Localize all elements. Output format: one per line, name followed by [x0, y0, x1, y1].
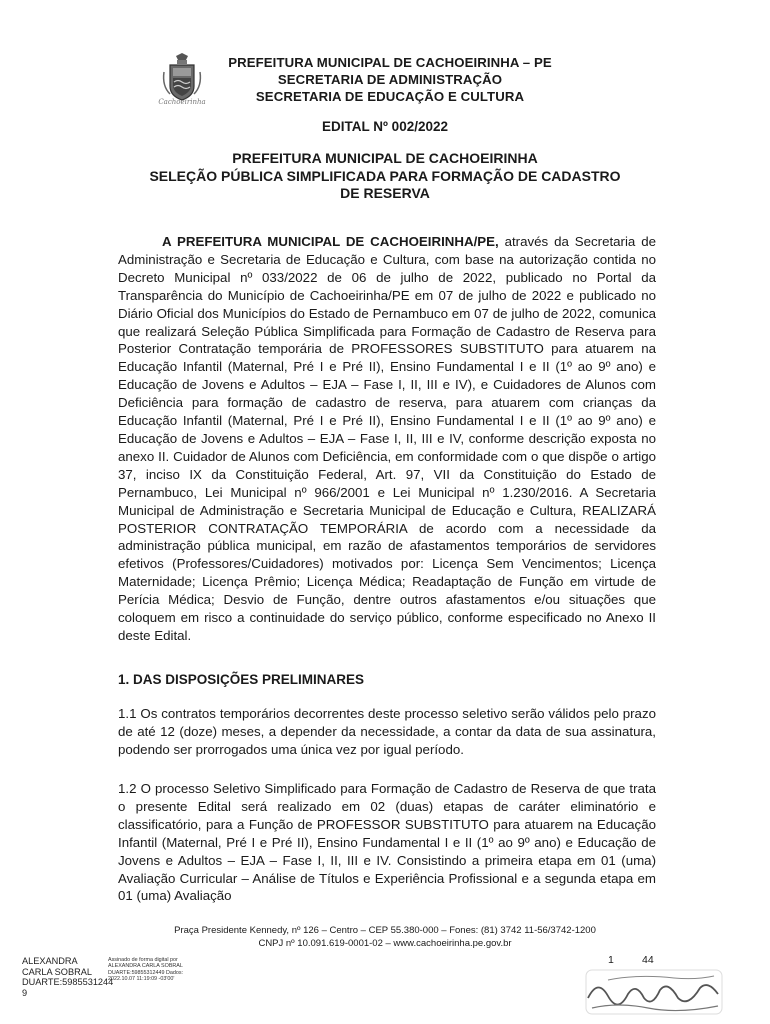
edital-number: EDITAL Nº 002/2022 [322, 119, 448, 134]
heading-line-1: PREFEITURA MUNICIPAL DE CACHOEIRINHA [232, 150, 538, 166]
crest-caption: Cachoeirinha [158, 98, 206, 106]
letterhead [200, 54, 580, 105]
footer-cnpj-line: CNPJ nº 10.091.619-0001-02 – www.cachoeirinha.pe.gov.br [258, 938, 512, 949]
handwritten-signature-icon [578, 968, 728, 1022]
digital-signature-details: Assinado de forma digital por ALEXANDRA CARLA SOBRAL DUARTE:59855312449 Dados: 2022.10.07 11:19:09 -03'00' [108, 957, 184, 983]
footer-address [0, 924, 770, 950]
page-total: 44 [642, 954, 654, 966]
footer-address-line: Praça Presidente Kennedy, nº 126 – Centro – CEP 55.380-000 – Fones: (81) 3742 11-56/3742-1200 [174, 925, 596, 936]
letterhead-line-3: SECRETARIA DE EDUCAÇÃO E CULTURA [255, 89, 525, 104]
clause-1-2: 1.2 O processo Seletivo Simplificado para Formação de Cadastro de Reserva de que trata o presente Edital será realizado em 02 (duas) etapas de caráter eliminatório e classificatório, para a Função de PROFESSOR SUBSTITUTO para atuarem na Educação Infantil (Maternal, Pré I e Pré II), Ensino Fundamental I e II (1º ao 9º ano) e Educação de Jovens e Adultos – EJA – Fase I, II, III e IV. Consistindo a primeira etapa em 01 (uma) Avaliação Curricular – Análise de Títulos e Experiência Profissional e a segunda etapa em 01 (uma) Avaliação [118, 781, 656, 904]
intro-text: através da Secretaria de Administração e Secretaria de Educação e Cultura, com base na autorização contida no Decreto Municipal nº 033/2022 de 06 de julho de 2022, publicado no Portal da Transparência do Município de Cachoeirinha/PE em 07 de julho de 2022 e publicado no Diário Oficial dos Municípios do Estado de Pernambuco em 07 de julho de 2022, comunica que realizará Seleção Pública Simplificada para Formação de Cadastro de Reserva para Posterior Contratação temporária de PROFESSORES SUBSTITUTO para atuarem na Educação Infantil (Maternal, Pré I e Pré II), Ensino Fundamental I e II (1º ao 9º ano) e Educação de Jovens e Adultos – EJA – Fase I, II, III e IV), e Cuidadores de Alunos com Deficiência para formação de cadastro de reserva, para atuarem com crianças da Educação Infantil (Maternal, Pré I e Pré II), Ensino Fundamental I e II (1º ao 9º ano) e Educação de Jovens e Adultos – EJA – Fase I, II, III e IV, conforme descrição exposta no anexo II. Cuidador de Alunos com Deficiência, em conformidade com o que dispõe o artigo 37, inciso IX da Constituição Federal, Art. 97, VII da Constituição do Estado de Pernambuco, Lei Municipal nº 966/2001 e Lei Municipal nº 1.230/2016. A Secretaria Municipal de Administração e Secretaria Municipal de Educação e Cultura, REALIZARÁ POSTERIOR CONTRATAÇÃO TEMPORÁRIA de acordo com a necessidade da administração pública municipal, em razão de afastamentos temporários de servidores efetivos (Professores/Cuidadores) motivados por: Licença Sem Vencimentos; Licença Maternidade; Licença Prêmio; Licença Médica; Readaptação de Função em virtude de Perícia Médica; Desvio de Função, dentre outros afastamentos e/ou situações que coloquem em risco a continuidade do serviço público, conforme especificado no Anexo II deste Edital. [118, 234, 656, 643]
heading-line-2: SELEÇÃO PÚBLICA SIMPLIFICADA PARA FORMAÇÃO DE CADASTRO [149, 167, 621, 184]
page-number: 1 [608, 954, 614, 966]
digital-signature-block [22, 956, 184, 998]
letterhead-line-2: SECRETARIA DE ADMINISTRAÇÃO [277, 72, 503, 87]
section-title: 1. DAS DISPOSIÇÕES PRELIMINARES [118, 672, 365, 687]
clause-1-1: 1.1 Os contratos temporários decorrentes deste processo seletivo serão válidos pelo prazo de até 12 (doze) meses, a depender da necessidade, a contar da data de sua assinatura, podendo ser prorrogados uma única vez por igual período. [118, 706, 656, 757]
intro-lead: A PREFEITURA MUNICIPAL DE CACHOEIRINHA/PE, [162, 234, 499, 249]
heading-line-3: DE RESERVA [340, 185, 430, 201]
document-heading [100, 150, 670, 203]
intro-paragraph [118, 233, 656, 645]
digital-signer-name: ALEXANDRA CARLA SOBRAL DUARTE:5985531244 9 [22, 956, 114, 998]
letterhead-line-1: PREFEITURA MUNICIPAL DE CACHOEIRINHA – PE [228, 55, 552, 70]
